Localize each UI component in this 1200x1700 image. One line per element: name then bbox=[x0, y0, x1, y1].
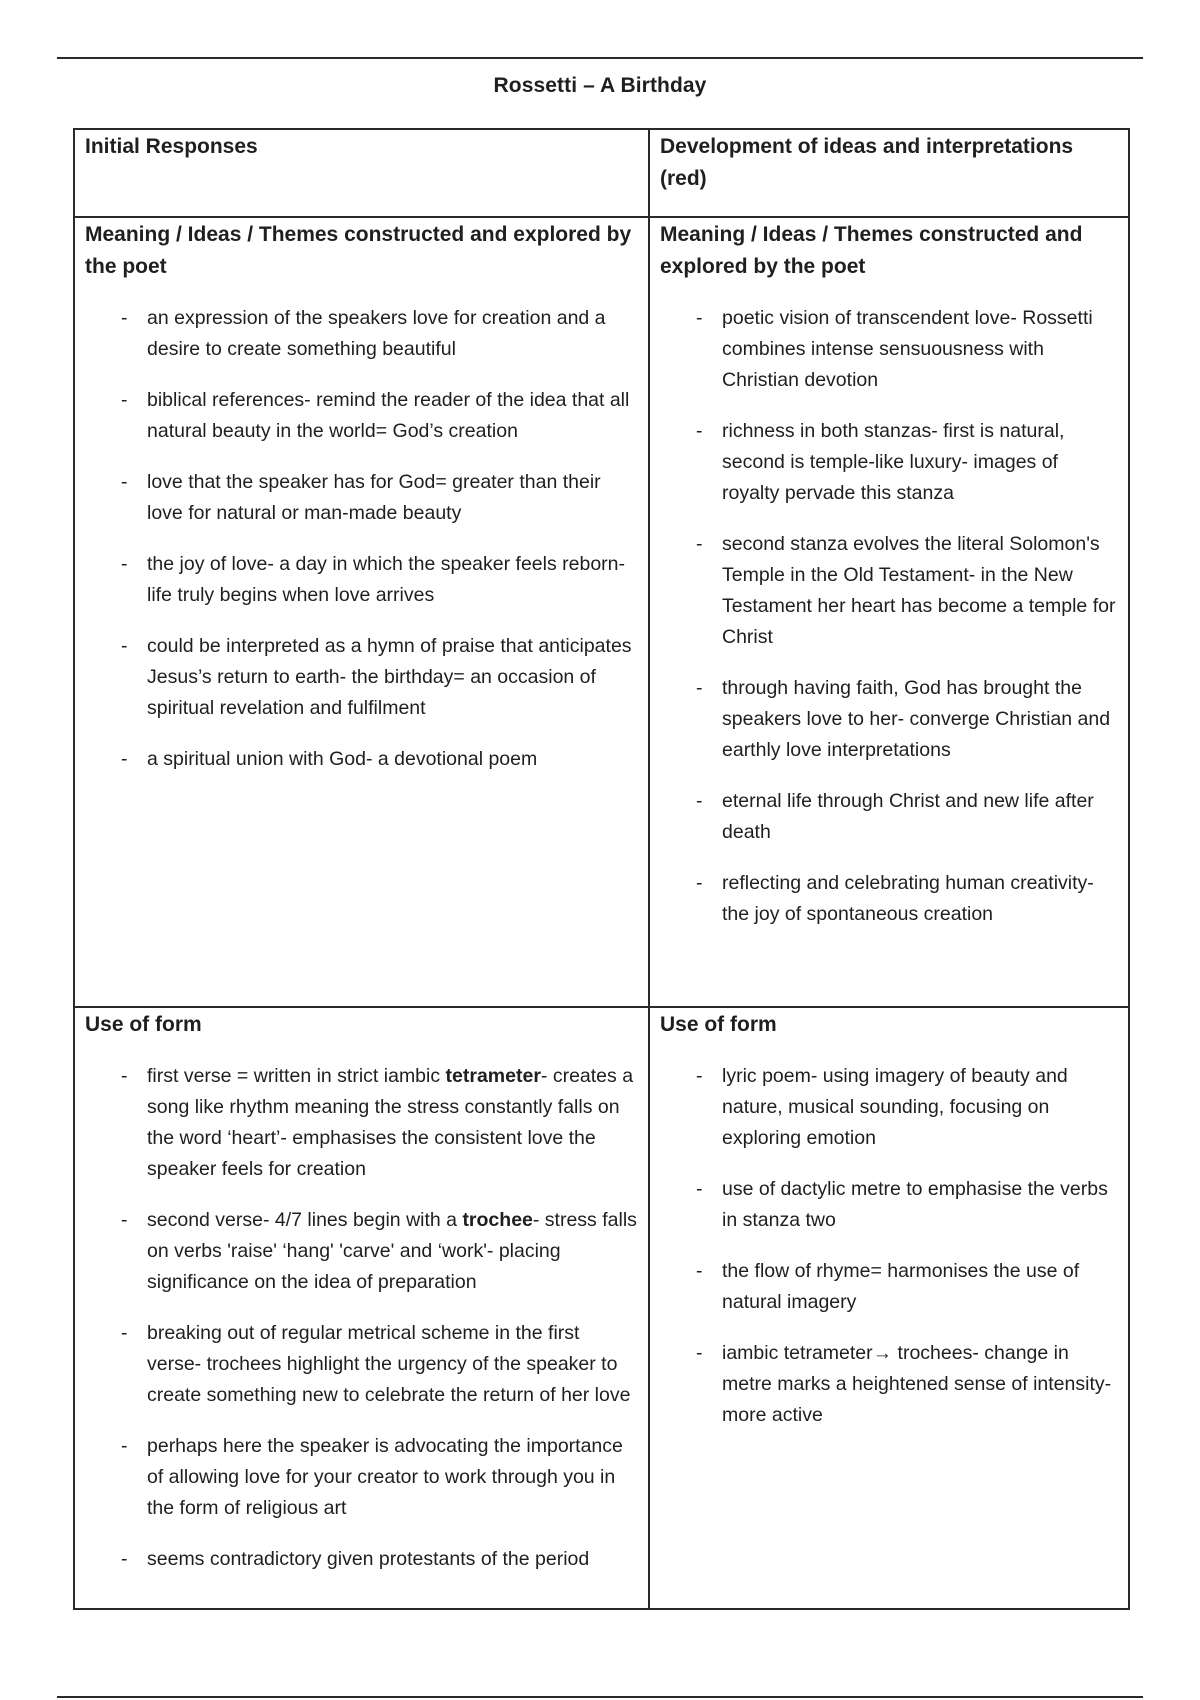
meaning-initial-list bbox=[85, 303, 638, 775]
bullet-dash: - bbox=[696, 307, 703, 329]
header-cell-development bbox=[649, 129, 1129, 217]
list-item-text bbox=[147, 1322, 630, 1406]
list-item-text: reflecting and celebrating human creativity- the joy of spontaneous creation bbox=[722, 872, 1094, 925]
list-item bbox=[660, 1174, 1118, 1236]
table-header-row bbox=[74, 129, 1129, 217]
top-rule bbox=[57, 57, 1143, 59]
document-title: Rossetti – A Birthday bbox=[493, 74, 707, 97]
header-cell-initial bbox=[74, 129, 649, 217]
bold-term: trochee bbox=[462, 1209, 533, 1231]
bullet-dash: - bbox=[121, 307, 128, 329]
list-item-text: biblical references- remind the reader of the idea that all natural beauty in the world= God’s creation bbox=[147, 389, 630, 442]
list-item bbox=[85, 744, 638, 775]
list-item bbox=[660, 1061, 1118, 1154]
list-item-text: poetic vision of transcendent love- Rossetti combines intense sensuousness with Christian devotion bbox=[722, 307, 1093, 391]
bullet-dash: - bbox=[121, 553, 128, 575]
list-item-text bbox=[147, 1209, 637, 1293]
list-item-text: could be interpreted as a hymn of praise that anticipates Jesus’s return to earth- the birthday= an occasion of spiritual revelation and fulfilment bbox=[147, 635, 632, 719]
form-row bbox=[74, 1007, 1129, 1609]
section-heading-meaning-development: Meaning / Ideas / Themes constructed and explored by the poet bbox=[660, 223, 1083, 278]
bullet-dash: - bbox=[696, 1065, 703, 1087]
bullet-dash: - bbox=[121, 635, 128, 657]
bullet-dash: - bbox=[696, 533, 703, 555]
bullet-dash: - bbox=[696, 677, 703, 699]
form-development-list bbox=[660, 1061, 1118, 1431]
list-item bbox=[85, 549, 638, 611]
list-item-text: through having faith, God has brought the speakers love to her- converge Christian and earthly love interpretations bbox=[722, 677, 1111, 761]
list-item-text: lyric poem- using imagery of beauty and nature, musical sounding, focusing on exploring emotion bbox=[722, 1065, 1068, 1149]
list-item-text: the joy of love- a day in which the speaker feels reborn- life truly begins when love arrives bbox=[147, 553, 626, 606]
list-item-text: eternal life through Christ and new life after death bbox=[722, 790, 1094, 843]
list-item-text bbox=[147, 1548, 589, 1570]
list-item-text: second stanza evolves the literal Solomon's Temple in the Old Testament- in the New Testament her heart has become a temple for Christ bbox=[722, 533, 1116, 648]
list-item bbox=[85, 1061, 638, 1185]
section-heading-form-initial: Use of form bbox=[85, 1013, 202, 1036]
column-heading-initial-responses: Initial Responses bbox=[85, 135, 258, 158]
list-item-text: an expression of the speakers love for creation and a desire to create something beautiful bbox=[147, 307, 606, 360]
text-run: breaking out of regular metrical scheme in the first verse- trochees highlight the urgency of the speaker to create something new to celebrate the return of her love bbox=[147, 1322, 631, 1406]
text-run: - stress falls on verbs 'raise' ‘hang' 'carve' and ‘work'- placing significance on the idea of preparation bbox=[147, 1209, 637, 1293]
bullet-dash: - bbox=[696, 790, 703, 812]
form-initial-list bbox=[85, 1061, 638, 1575]
list-item bbox=[660, 1338, 1118, 1431]
bullet-dash: - bbox=[121, 471, 128, 493]
bullet-dash: - bbox=[121, 1435, 128, 1457]
list-item-text: a spiritual union with God- a devotional poem bbox=[147, 748, 538, 770]
list-item bbox=[85, 1205, 638, 1298]
list-item bbox=[660, 786, 1118, 848]
form-initial-clip bbox=[85, 1008, 638, 1608]
text-run: - creates a song like rhythm meaning the stress constantly falls on the word ‘heart’- emphasises the consistent love the speaker feels for creation bbox=[147, 1065, 634, 1180]
list-item bbox=[660, 1256, 1118, 1318]
list-item bbox=[660, 673, 1118, 766]
text-run: seems contradictory given protestants of the period bbox=[147, 1548, 590, 1570]
list-item-text bbox=[147, 1065, 633, 1180]
bullet-dash: - bbox=[121, 748, 128, 770]
bold-term: tetrameter bbox=[445, 1065, 541, 1087]
list-item bbox=[85, 385, 638, 447]
list-item bbox=[85, 467, 638, 529]
list-item bbox=[85, 1544, 638, 1575]
list-item bbox=[660, 416, 1118, 509]
bullet-dash: - bbox=[121, 1548, 128, 1570]
section-heading-meaning-initial: Meaning / Ideas / Themes constructed and explored by the poet bbox=[85, 223, 632, 278]
list-item bbox=[85, 1431, 638, 1524]
meaning-cell-initial bbox=[74, 217, 649, 1007]
list-item-text: iambic tetrameter→ trochees- change in metre marks a heightened sense of intensity- more active bbox=[722, 1342, 1112, 1426]
list-item bbox=[660, 868, 1118, 930]
bullet-dash: - bbox=[696, 1260, 703, 1282]
bullet-dash: - bbox=[696, 420, 703, 442]
section-heading-form-development: Use of form bbox=[660, 1013, 777, 1036]
meaning-cell-development bbox=[649, 217, 1129, 1007]
column-heading-development: Development of ideas and interpretations (red) bbox=[660, 135, 1074, 190]
bullet-dash: - bbox=[121, 1065, 128, 1087]
list-item-text bbox=[147, 1435, 623, 1519]
bottom-rule bbox=[57, 1696, 1143, 1698]
form-cell-initial bbox=[74, 1007, 649, 1609]
analysis-table bbox=[73, 128, 1130, 1610]
bullet-dash: - bbox=[121, 389, 128, 411]
list-item bbox=[85, 1318, 638, 1411]
meaning-row bbox=[74, 217, 1129, 1007]
list-item bbox=[660, 529, 1118, 653]
bullet-dash: - bbox=[121, 1322, 128, 1344]
list-item-text: use of dactylic metre to emphasise the verbs in stanza two bbox=[722, 1178, 1108, 1231]
list-item bbox=[85, 631, 638, 724]
list-item-text: richness in both stanzas- first is natural, second is temple-like luxury- images of royalty pervade this stanza bbox=[722, 420, 1065, 504]
bullet-dash: - bbox=[696, 1342, 703, 1364]
list-item bbox=[660, 303, 1118, 396]
list-item bbox=[85, 303, 638, 365]
bullet-dash: - bbox=[121, 1209, 128, 1231]
list-item-text: the flow of rhyme= harmonises the use of natural imagery bbox=[722, 1260, 1080, 1313]
text-run: first verse = written in strict iambic bbox=[147, 1065, 446, 1087]
list-item-text: love that the speaker has for God= greater than their love for natural or man-made beauty bbox=[147, 471, 601, 524]
bullet-dash: - bbox=[696, 1178, 703, 1200]
form-cell-development bbox=[649, 1007, 1129, 1609]
bullet-dash: - bbox=[696, 872, 703, 894]
text-run: second verse- 4/7 lines begin with a bbox=[147, 1209, 463, 1231]
text-run: perhaps here the speaker is advocating the importance of allowing love for your creator to work through you in the form of religious art bbox=[147, 1435, 623, 1519]
meaning-development-list bbox=[660, 303, 1118, 930]
